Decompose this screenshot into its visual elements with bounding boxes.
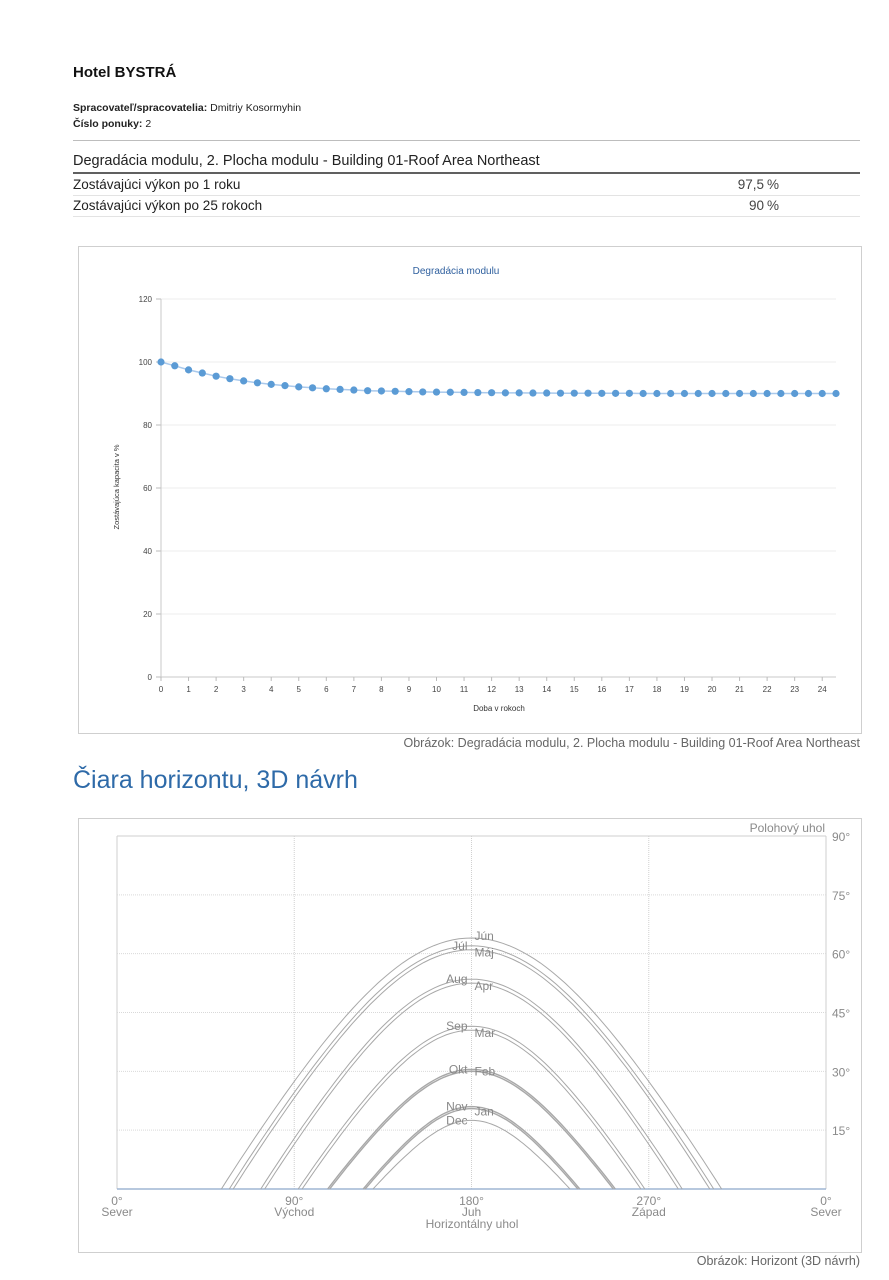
x-tick-label: 8 [379,685,384,694]
data-point [268,381,275,388]
data-point [323,385,330,392]
data-point [281,382,288,389]
month-label-okt: Okt [448,1062,468,1077]
azimuth-tick-direction: Juh [461,1205,482,1219]
azimuth-axis [101,1194,841,1219]
x-tick-label: 6 [324,685,329,694]
x-tick-label: 17 [624,685,634,694]
elevation-axis [832,830,850,1138]
x-tick-label: 21 [735,685,745,694]
sun-path-okt [328,1069,616,1189]
data-point [185,366,192,373]
azimuth-tick-degree: 180° [459,1194,484,1208]
data-point [336,386,343,393]
row-label-1yr: Zostávajúci výkon po 1 roku [73,177,241,192]
elevation-tick-label: 30° [832,1065,851,1080]
sun-path-arcs [221,938,721,1189]
elevation-tick-label: 90° [832,830,851,844]
data-point [722,390,729,397]
data-point [584,390,591,397]
x-tick-label: 10 [432,685,441,694]
data-point [226,375,233,382]
data-point [571,390,578,397]
offer-label: Číslo ponuky: [73,118,143,130]
x-tick-label: 18 [652,685,662,694]
month-label-júl: Júl [452,938,468,953]
data-point [750,390,757,397]
row-value-25yr: 90 [748,198,764,213]
y-axis-label: Zostávajúca kapacita v % [112,444,121,530]
author-value: Dmitriy Kosormyhin [210,102,302,114]
x-axis-label: Doba v rokoch [473,704,525,713]
table-header-divider [73,172,860,174]
data-point [474,389,481,396]
month-label-sep: Sep [446,1019,468,1034]
data-point [240,377,247,384]
offer-line [73,118,151,130]
data-point [612,390,619,397]
data-point [832,390,839,397]
azimuth-tick-degree: 0° [111,1194,123,1208]
elevation-axis-label: Polohový uhol [749,821,825,835]
data-point [433,388,440,395]
row-divider [73,195,860,196]
data-point [819,390,826,397]
azimuth-tick-direction: Východ [274,1205,315,1219]
month-label-nov: Nov [446,1099,468,1114]
horizon-chart-caption: Obrázok: Horizont (3D návrh) [696,1254,860,1268]
author-line [73,102,301,114]
data-point [488,389,495,396]
y-tick-label: 60 [143,484,152,493]
degradation-series [157,358,839,397]
document-title: Hotel BYSTRÁ [73,64,177,81]
y-tick-label: 120 [138,295,152,304]
data-point [667,390,674,397]
y-tick-label: 40 [143,547,152,556]
y-tick-label: 100 [138,358,152,367]
horizon-chart [78,818,862,1253]
azimuth-tick-degree: 270° [636,1194,662,1208]
row-label-25yr: Zostávajúci výkon po 25 rokoch [73,198,263,213]
month-label-mar: Mar [474,1026,496,1041]
data-point [392,388,399,395]
x-tick-label: 1 [186,685,191,694]
degradation-heading: Degradácia modulu, 2. Plocha modulu - Building 01-Roof Area Northeast [73,153,540,169]
offer-value: 2 [145,118,152,130]
y-tick-label: 20 [143,610,152,619]
x-tick-label: 12 [487,685,497,694]
row-unit-1yr: % [767,177,780,192]
data-point [213,373,220,380]
x-tick-label: 9 [406,685,412,694]
chart-title: Degradácia modulu [412,266,500,277]
x-tick-label: 23 [790,685,800,694]
x-tick-label: 4 [268,685,274,694]
elevation-tick-label: 45° [832,1006,851,1021]
data-point [529,389,536,396]
data-point [254,379,261,386]
degradation-chart-caption: Obrázok: Degradácia modulu, 2. Plocha modulu - Building 01-Roof Area Northeast [403,736,860,750]
data-point [378,387,385,394]
data-point [447,389,454,396]
x-tick-label: 15 [569,685,579,694]
data-point [350,386,357,393]
data-point [543,389,550,396]
elevation-tick-label: 75° [832,888,851,903]
azimuth-tick-direction: Sever [101,1205,133,1219]
y-tick-label: 80 [143,421,152,430]
data-point [695,390,702,397]
data-point [199,369,206,376]
degradation-chart [78,246,862,734]
x-tick-label: 14 [542,685,552,694]
data-point [502,389,509,396]
data-point [626,390,633,397]
azimuth-axis-label: Horizontálny uhol [425,1217,519,1231]
horizon-gridlines [117,836,826,1189]
month-label-aug: Aug [446,972,468,987]
data-point [460,389,467,396]
data-point [557,390,564,397]
data-point [791,390,798,397]
azimuth-tick-direction: Sever [810,1205,842,1219]
x-tick-label: 24 [817,685,827,694]
month-label-feb: Feb [474,1064,496,1079]
month-label-máj: Máj [474,945,494,960]
elevation-tick-label: 15° [832,1124,851,1139]
horizon-heading: Čiara horizontu, 3D návrh [73,766,358,794]
data-point [708,390,715,397]
chart-gridlines [161,299,836,677]
x-axis [159,677,836,694]
y-axis [139,295,161,682]
data-point [295,383,302,390]
row-divider [73,216,860,217]
x-tick-label: 22 [762,685,772,694]
data-point [309,384,316,391]
data-point [640,390,647,397]
month-labels [446,929,495,1127]
x-tick-label: 5 [296,685,301,694]
y-tick-label: 0 [147,673,152,682]
month-label-dec: Dec [446,1113,468,1128]
month-label-jan: Jan [474,1104,494,1119]
sun-path-jún [221,938,721,1189]
horizon-chart-canvas [79,819,861,1252]
author-label: Spracovateľ/spracovatelia: [73,102,208,114]
x-tick-label: 0 [158,685,164,694]
x-tick-label: 19 [680,685,689,694]
data-point [736,390,743,397]
data-point [598,390,605,397]
degradation-chart-canvas [79,247,861,733]
elevation-tick-label: 60° [832,947,851,962]
x-tick-label: 11 [459,685,469,694]
month-label-jún: Jún [474,928,494,943]
azimuth-tick-degree: 90° [285,1194,304,1208]
x-tick-label: 7 [351,685,357,694]
x-tick-label: 20 [707,685,717,694]
azimuth-tick-direction: Západ [631,1205,666,1219]
data-point [516,389,523,396]
data-point [805,390,812,397]
data-point [419,388,426,395]
x-tick-label: 16 [597,685,607,694]
data-point [405,388,412,395]
x-tick-label: 2 [213,685,219,694]
row-value-1yr: 97,5 [737,177,764,192]
data-point [653,390,660,397]
row-unit-25yr: % [767,198,780,213]
x-tick-label: 3 [241,685,246,694]
azimuth-tick-degree: 0° [820,1194,832,1208]
data-point [364,387,371,394]
month-label-apr: Apr [474,979,494,994]
data-point [764,390,771,397]
data-point [777,390,784,397]
data-point [157,358,164,365]
data-point [171,362,178,369]
header-divider [73,140,860,141]
x-tick-label: 13 [514,685,524,694]
data-point [681,390,688,397]
